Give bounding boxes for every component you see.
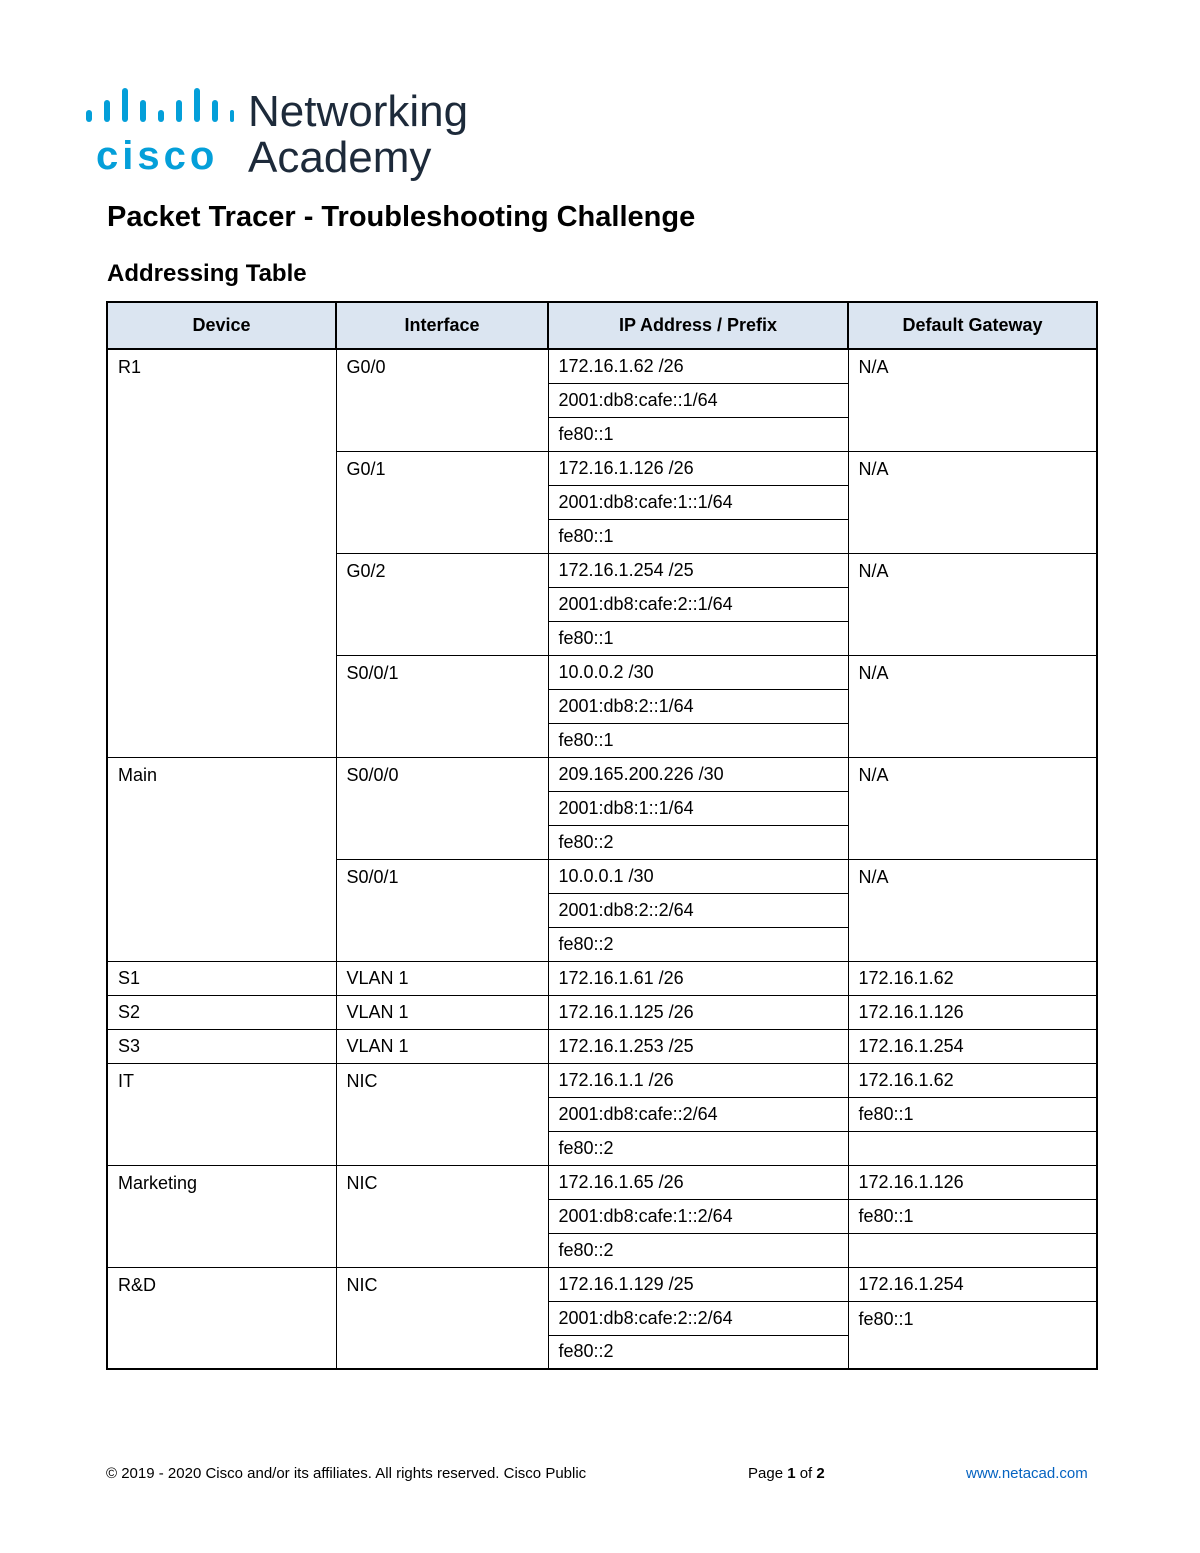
cisco-bars-icon bbox=[84, 86, 234, 132]
device-cell: S2 bbox=[107, 995, 336, 1029]
gateway-cell: N/A bbox=[848, 451, 1097, 553]
footer-copyright: © 2019 - 2020 Cisco and/or its affiliates. All rights reserved. Cisco Public bbox=[106, 1465, 587, 1482]
address-cell: 172.16.1.129 /25 bbox=[548, 1267, 848, 1301]
interface-cell: S0/0/1 bbox=[336, 655, 548, 757]
device-cell: Main bbox=[107, 757, 336, 961]
address-cell: 2001:db8:2::1/64 bbox=[548, 689, 848, 723]
address-cell: 172.16.1.1 /26 bbox=[548, 1063, 848, 1097]
interface-cell: NIC bbox=[336, 1063, 548, 1165]
device-cell: S3 bbox=[107, 1029, 336, 1063]
page-total: 2 bbox=[816, 1465, 825, 1482]
device-cell: R&D bbox=[107, 1267, 336, 1369]
address-cell: 2001:db8:cafe:1::2/64 bbox=[548, 1199, 848, 1233]
device-cell: IT bbox=[107, 1063, 336, 1165]
gateway-cell bbox=[848, 1233, 1097, 1267]
table-row bbox=[107, 1267, 1097, 1301]
address-cell: 2001:db8:cafe:2::2/64 bbox=[548, 1301, 848, 1335]
gateway-cell: 172.16.1.254 bbox=[848, 1029, 1097, 1063]
gateway-cell: N/A bbox=[848, 757, 1097, 859]
table-row bbox=[107, 1165, 1097, 1199]
device-cell: S1 bbox=[107, 961, 336, 995]
footer-page-number bbox=[748, 1465, 825, 1482]
table-row bbox=[107, 1063, 1097, 1097]
gateway-cell: N/A bbox=[848, 655, 1097, 757]
table-row bbox=[107, 349, 1097, 383]
address-cell: 172.16.1.253 /25 bbox=[548, 1029, 848, 1063]
address-cell: 172.16.1.126 /26 bbox=[548, 451, 848, 485]
section-heading: Addressing Table bbox=[107, 260, 307, 287]
interface-cell: S0/0/1 bbox=[336, 859, 548, 961]
address-cell: 2001:db8:cafe:2::1/64 bbox=[548, 587, 848, 621]
table-row bbox=[107, 757, 1097, 791]
addressing-table bbox=[106, 301, 1098, 1370]
gateway-cell: fe80::1 bbox=[848, 1097, 1097, 1131]
address-cell: 2001:db8:cafe:1::1/64 bbox=[548, 485, 848, 519]
address-cell: 172.16.1.254 /25 bbox=[548, 553, 848, 587]
address-cell: fe80::2 bbox=[548, 825, 848, 859]
document-title: Packet Tracer - Troubleshooting Challenge bbox=[107, 201, 696, 233]
address-cell: 10.0.0.1 /30 bbox=[548, 859, 848, 893]
gateway-cell: N/A bbox=[848, 553, 1097, 655]
interface-cell: NIC bbox=[336, 1165, 548, 1267]
cisco-wordmark: cisco bbox=[96, 134, 219, 178]
address-cell: fe80::1 bbox=[548, 519, 848, 553]
address-cell: 172.16.1.62 /26 bbox=[548, 349, 848, 383]
interface-cell: S0/0/0 bbox=[336, 757, 548, 859]
gateway-cell: N/A bbox=[848, 859, 1097, 961]
address-cell: fe80::1 bbox=[548, 723, 848, 757]
header-default-gateway: Default Gateway bbox=[848, 302, 1097, 349]
address-cell: 2001:db8:cafe::1/64 bbox=[548, 383, 848, 417]
table-row bbox=[107, 961, 1097, 995]
gateway-cell: 172.16.1.62 bbox=[848, 961, 1097, 995]
cisco-networking-academy-logo bbox=[84, 86, 484, 182]
header-ip-address: IP Address / Prefix bbox=[548, 302, 848, 349]
address-cell: 2001:db8:cafe::2/64 bbox=[548, 1097, 848, 1131]
header-device: Device bbox=[107, 302, 336, 349]
address-cell: fe80::2 bbox=[548, 1131, 848, 1165]
interface-cell: VLAN 1 bbox=[336, 1029, 548, 1063]
logo-networking-text: Networking bbox=[248, 87, 469, 136]
gateway-cell: fe80::1 bbox=[848, 1301, 1097, 1369]
table-row bbox=[107, 995, 1097, 1029]
table-row bbox=[107, 1029, 1097, 1063]
interface-cell: G0/0 bbox=[336, 349, 548, 451]
gateway-cell: 172.16.1.126 bbox=[848, 995, 1097, 1029]
gateway-cell: fe80::1 bbox=[848, 1199, 1097, 1233]
address-cell: 2001:db8:1::1/64 bbox=[548, 791, 848, 825]
address-cell: fe80::2 bbox=[548, 1233, 848, 1267]
address-cell: fe80::1 bbox=[548, 621, 848, 655]
address-cell: 10.0.0.2 /30 bbox=[548, 655, 848, 689]
logo-academy-text: Academy bbox=[248, 133, 432, 182]
gateway-cell: 172.16.1.126 bbox=[848, 1165, 1097, 1199]
interface-cell: G0/2 bbox=[336, 553, 548, 655]
interface-cell: VLAN 1 bbox=[336, 961, 548, 995]
page-mid: of bbox=[795, 1465, 817, 1482]
page-prefix: Page bbox=[748, 1465, 788, 1482]
address-cell: 2001:db8:2::2/64 bbox=[548, 893, 848, 927]
device-cell: R1 bbox=[107, 349, 336, 757]
address-cell: fe80::2 bbox=[548, 1335, 848, 1369]
address-cell: fe80::2 bbox=[548, 927, 848, 961]
address-cell: 172.16.1.65 /26 bbox=[548, 1165, 848, 1199]
page-current: 1 bbox=[787, 1465, 796, 1482]
header-interface: Interface bbox=[336, 302, 548, 349]
address-cell: fe80::1 bbox=[548, 417, 848, 451]
address-cell: 172.16.1.61 /26 bbox=[548, 961, 848, 995]
table-header-row bbox=[107, 302, 1097, 349]
footer-netacad-link[interactable]: www.netacad.com bbox=[966, 1465, 1088, 1482]
gateway-cell: N/A bbox=[848, 349, 1097, 451]
address-cell: 209.165.200.226 /30 bbox=[548, 757, 848, 791]
interface-cell: NIC bbox=[336, 1267, 548, 1369]
gateway-cell: 172.16.1.62 bbox=[848, 1063, 1097, 1097]
gateway-cell: 172.16.1.254 bbox=[848, 1267, 1097, 1301]
address-cell: 172.16.1.125 /26 bbox=[548, 995, 848, 1029]
interface-cell: VLAN 1 bbox=[336, 995, 548, 1029]
interface-cell: G0/1 bbox=[336, 451, 548, 553]
device-cell: Marketing bbox=[107, 1165, 336, 1267]
gateway-cell bbox=[848, 1131, 1097, 1165]
